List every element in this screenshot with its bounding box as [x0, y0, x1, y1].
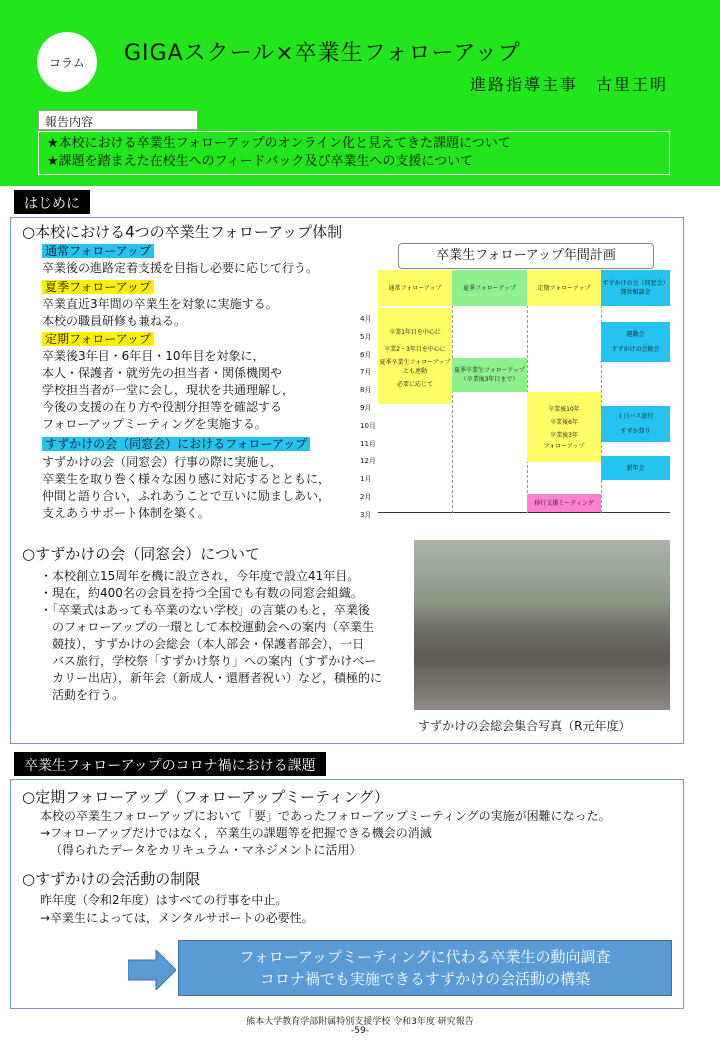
subheading: ○すずかけの会（同窓会）について	[22, 545, 260, 563]
item-text: フォローアップミーティングを実施する。	[42, 417, 267, 431]
bullet-line: ・「卒業式はあっても卒業のない学校」の言葉のもと，卒業後	[40, 603, 370, 617]
plan-block-alumni: 運動会 すずかけの会総会	[601, 322, 670, 362]
section-heading: 卒業生フォローアップのコロナ禍における課題	[14, 752, 326, 776]
subheading: ○定期フォローアップ（フォローアップミーティング）	[22, 788, 389, 806]
month-label: 7月	[360, 368, 372, 377]
month-label: 9月	[360, 404, 372, 412]
plan-col-header: 定期フォローアップ	[527, 270, 601, 306]
month-label: 2月	[360, 493, 372, 501]
group-photo	[414, 540, 670, 710]
bullet-line: カリー出店），新年会（新成人・還暦者祝い）など，積極的に	[40, 671, 383, 685]
bullet-line: ・現在，約400名の会員を持つ全国でも有数の同窓会組織。	[40, 586, 363, 600]
footer-org: 熊本大学教育学部附属特別支援学校 令和3年度 研究報告	[246, 1017, 474, 1027]
plan-block-periodic: 卒業後10年 卒業後6年 卒業後3年 フォローアップ	[527, 392, 601, 462]
item-text: すずかけの会（同窓会）行事の際に実施し，	[42, 455, 283, 469]
plan-block-alumni: １日バス旅行 すずか祭り	[601, 406, 670, 442]
item-text: 本校の職員研修も兼ねる。	[42, 314, 187, 328]
bullet-line: バス旅行，学校祭「すずかけ祭り」への案内（すずかけベー	[40, 654, 377, 668]
right-arrow-icon	[128, 950, 176, 990]
item-text: 卒業生を取り巻く様々な困り感に対応するとともに，	[42, 472, 331, 486]
month-label: 1月	[360, 475, 372, 484]
body-text: →フォローアップだけではなく，卒業生の課題等を把握できる機会の消滅	[40, 826, 432, 840]
item-label: 夏季フォローアップ	[42, 279, 154, 296]
item-text: 今後の支援の在り方や役割分担等を確認する	[42, 400, 283, 414]
plan-block-alumni: 新年会	[601, 456, 670, 480]
bullet-line: のフォローアップの一環として本校運動会への案内（卒業生	[40, 620, 374, 634]
bullet-line: ・本校創立15周年を機に設立され，今年度で設立41年目。	[40, 569, 360, 583]
subheading: ○本校における4つの卒業生フォローアップ体制	[22, 223, 343, 241]
item-text: 卒業直近3年間の卒業生を対象に実施する。	[42, 297, 278, 311]
page-title: GIGAスクール×卒業生フォローアップ	[124, 41, 521, 66]
month-label: 6月	[360, 350, 372, 359]
column-badge: コラム	[37, 32, 97, 92]
header-banner	[0, 0, 720, 186]
body-text: 本校の卒業生フォローアップにおいて「要」であったフォローアップミーティングの実施が困難になった。	[40, 809, 611, 823]
item-text: 本人・保護者・就労先の担当者・関係機関や	[42, 366, 283, 380]
plan-block-transition: 移行支援ミーティング	[527, 494, 601, 512]
report-box	[38, 131, 670, 175]
body-text: 昨年度（令和2年度）はすべての行事を中止。	[40, 893, 288, 907]
item-text: 卒業後3年目・6年目・10年目を対象に，	[42, 349, 265, 363]
month-label: 5月	[360, 332, 372, 341]
item-text: 仲間と語り合い，ふれあうことで互いに励ましあい，	[42, 489, 331, 503]
conclusion-callout: フォローアップミーティングに代わる卒業生の動向調査 コロナ禍でも実施できるすずかけの会活動の構築	[178, 940, 672, 996]
body-text: （得られたデータをカリキュラム・マネジメントに活用）	[50, 843, 362, 857]
plan-col-header: 通常フォローアップ	[378, 270, 452, 306]
item-text: 学校担当者が一堂に会し，現状を共通理解し，	[42, 383, 295, 397]
month-label: 3月	[360, 510, 372, 519]
report-item: ★本校における卒業生フォローアップのオンライン化と見えてきた課題について	[47, 136, 511, 151]
photo-caption: すずかけの会総会集合写真（R元年度）	[418, 719, 631, 733]
plan-title: 卒業生フォローアップ年間計画	[398, 243, 654, 269]
month-label: 10月	[360, 421, 376, 430]
month-label: 8月	[360, 386, 372, 395]
item-text: 支えあうサポート体制を築く。	[42, 506, 210, 520]
month-label: 11月	[360, 439, 376, 448]
section-heading: はじめに	[14, 190, 90, 214]
report-item: ★課題を踏まえた在校生へのフィードバック及び卒業生への支援について	[47, 154, 474, 169]
item-text: 卒業後の進路定着支援を目指し必要に応じて行う。	[42, 261, 319, 275]
plan-col-header: 夏季フォローアップ	[452, 270, 527, 306]
month-label: 12月	[360, 457, 376, 466]
report-label: 報告内容	[38, 110, 198, 130]
page-number: -59-	[351, 1026, 369, 1036]
subheading: ○すずかけの会活動の制限	[22, 870, 201, 888]
item-label: 通常フォローアップ	[42, 243, 154, 260]
author: 進路指導主事 古里王明	[469, 75, 668, 94]
bullet-line: 競技），すずかけの会総会（本人部会・保護者部会），一日	[40, 637, 365, 651]
plan-block-summer: 夏季卒業生フォローアップ （卒業後3年目まで）	[452, 358, 527, 392]
plan-block-regular: 卒業1年目を中心に 卒業2・3年目を中心に 夏季卒業生フォローアップ とも連動 必要に応じて	[378, 308, 452, 404]
plan-col-header: すずかけの会（同窓会）運営相談会	[601, 270, 670, 306]
body-text: →卒業生によっては，メンタルサポートの必要性。	[40, 911, 314, 925]
bullet-line: 活動を行う。	[40, 688, 125, 702]
item-label: 定期フォローアップ	[42, 331, 154, 348]
item-label: すずかけの会（同窓会）におけるフォローアップ	[42, 436, 310, 453]
month-label: 4月	[360, 315, 372, 323]
